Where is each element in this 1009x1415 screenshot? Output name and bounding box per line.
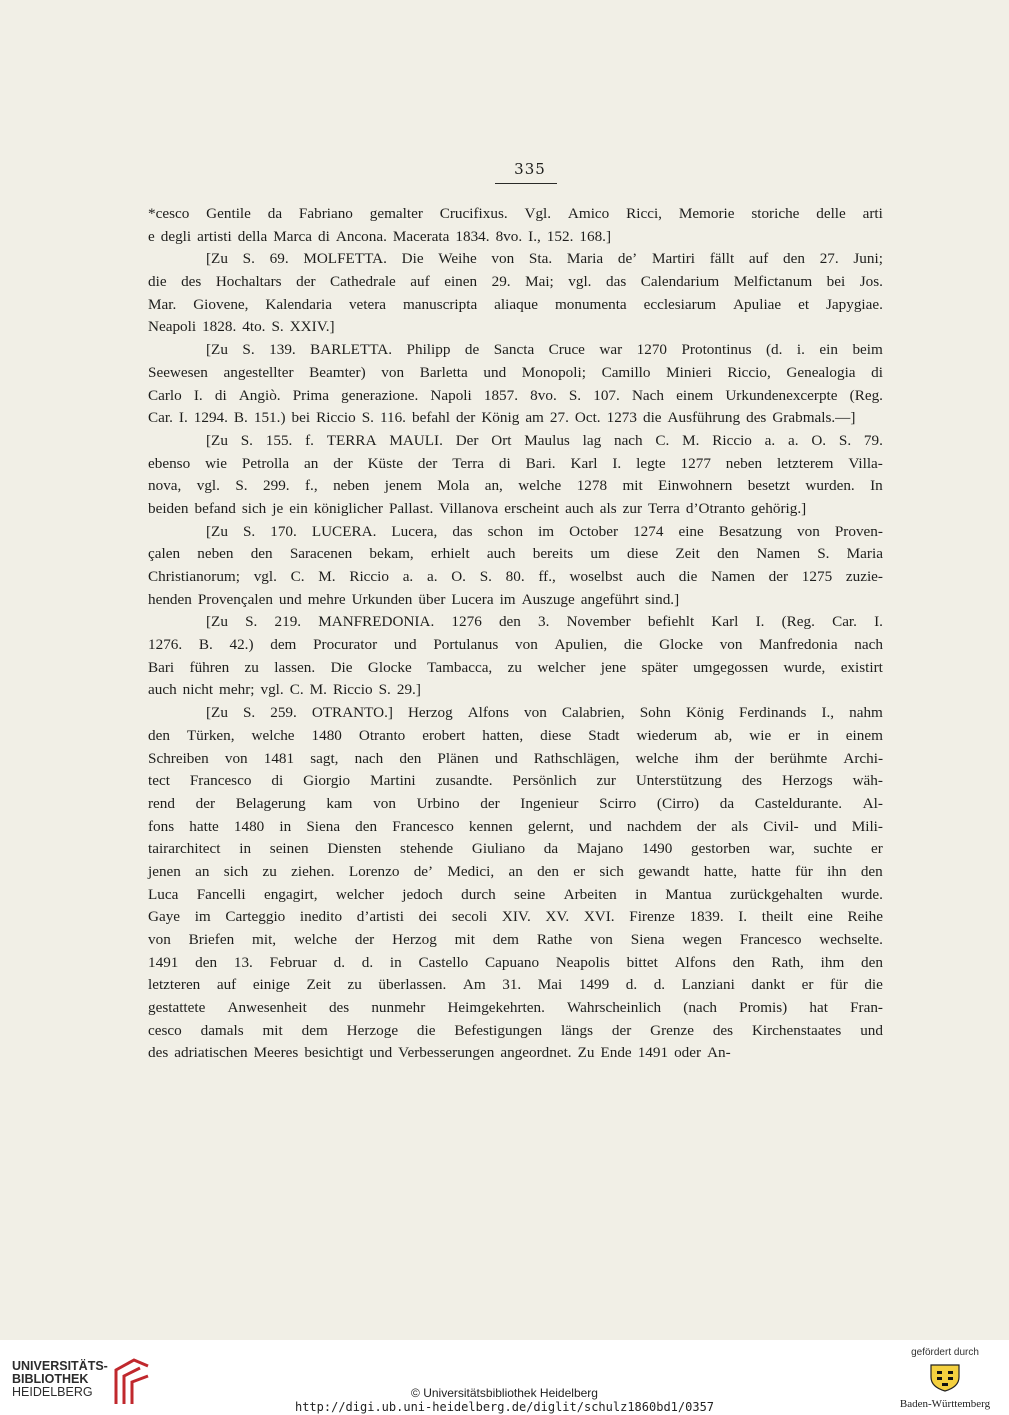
text-line: *cesco Gentile da Fabriano gemalter Crucifixus. Vgl. Amico Ricci, Memorie storiche delle arti <box>148 205 883 222</box>
text-line: Neapoli 1828. 4to. S. XXIV.] <box>148 318 335 336</box>
text-line: [Zu S. 259. OTRANTO.] Herzog Alfons von Calabrien, Sohn König Ferdinands I., nahm <box>206 704 883 722</box>
text-line: Christianorum; vgl. C. M. Riccio a. a. O. S. 80. ff., woselbst auch die Namen der 1275 zuzie- <box>148 568 883 585</box>
text-line: [Zu S. 155. f. TERRA MAULI. Der Ort Maulus lag nach C. M. Riccio a. a. O. S. 79. <box>206 431 883 449</box>
text-line: Gaye im Carteggio inedito d’artisti dei secoli XIV. XV. XVI. Firenze 1839. I. theilt eine Reihe <box>148 908 883 926</box>
text-line: beiden befand sich je ein königlicher Pallast. Villanova erscheint auch als zur Terra d’Otranto gehörig.] <box>148 499 807 517</box>
body-text <box>148 203 883 1065</box>
text-line: von Briefen mit, welche der Herzog mit dem Rathe von Siena wegen Francesco wechselte. <box>148 931 883 948</box>
page-url-link[interactable]: http://digi.ub.uni-heidelberg.de/diglit/schulz1860bd1/0357 <box>294 1400 715 1414</box>
logo-line-1: UNIVERSITÄTS- <box>12 1359 108 1373</box>
text-line: auch nicht mehr; vgl. C. M. Riccio S. 29.] <box>148 681 421 699</box>
text-line: den Türken, welche 1480 Otranto erobert hatten, diese Stadt wiederum ab, wie er in einem <box>148 726 883 744</box>
text-line: 1276. B. 42.) dem Procurator und Portulanus von Apulien, die Glocke von Manfredonia nach <box>148 636 883 654</box>
state-crest-icon <box>928 1362 962 1392</box>
text-line: Schreiben von 1481 sagt, nach den Plänen und Rathschlägen, welche ihm der berühmte Archi- <box>148 749 883 767</box>
text-line: Luca Fancelli engagirt, welcher jedoch durch seine Arbeiten in Mantua zurückgehalten wurde. <box>148 885 883 903</box>
text-line: nova, vgl. S. 299. f., neben jenem Mola an, welche 1278 mit Einwohnern besetzt wurden. In <box>148 477 883 495</box>
text-line: des adriatischen Meeres besichtigt und Verbesserungen angeordnet. Zu Ende 1491 oder An- <box>148 1044 731 1062</box>
text-line: Mar. Giovene, Kalendaria vetera manuscripta aliaque monumenta ecclesiarum Apuliae et Japygiae. <box>148 295 883 313</box>
text-line: [Zu S. 219. MANFREDONIA. 1276 den 3. November befiehlt Karl I. (Reg. Car. I. <box>206 613 883 631</box>
text-line: rend der Belagerung kam von Urbino der Ingenieur Scirro (Cirro) da Casteldurante. Al- <box>148 794 883 812</box>
text-line: tect Francesco di Giorgio Martini zusandte. Persönlich zur Unterstützung des Herzogs wäh- <box>148 772 883 790</box>
text-line: henden Provençalen und mehre Urkunden über Lucera im Auszuge angeführt sind.] <box>148 590 680 608</box>
text-line: Car. I. 1294. B. 151.) bei Riccio S. 116. befahl der König am 27. Oct. 1273 die Ausführung des Grabmals.—] <box>148 409 856 427</box>
sponsor-name: Baden-Württemberg <box>899 1398 991 1410</box>
text-line: [Zu S. 139. BARLETTA. Philipp de Sancta Cruce war 1270 Protontinus (d. i. ein beim <box>206 341 883 359</box>
copyright-notice: © Universitätsbibliothek Heidelberg <box>411 1386 598 1400</box>
text-line: Carlo I. di Angiò. Prima generazione. Napoli 1857. 8vo. S. 107. Nach einem Urkundenexcerpte (Reg. <box>148 386 883 404</box>
text-line: Bari führen zu lassen. Die Glocke Tambacca, zu welcher jene später umgegossen wurde, existirt <box>148 658 883 676</box>
text-line: Seewesen angestellter Beamter) von Barletta und Monopoli; Camillo Minieri Riccio, Genealogia di <box>148 363 883 381</box>
text-line: letzteren auf einige Zeit zu überlassen. Am 31. Mai 1499 d. d. Lanziani dankt er für die <box>148 976 883 994</box>
text-line: jenen an sich zu ziehen. Lorenzo de’ Medici, an den er sich gewandt hatte, hatte für ihn den <box>148 862 883 880</box>
text-line: ebenso wie Petrolla an der Küste der Terra di Bari. Karl I. legte 1277 neben letzterem Villa- <box>148 454 883 472</box>
text-line: 1491 den 13. Februar d. d. in Castello Capuano Neapolis bittet Alfons den Rath, ihm den <box>148 953 883 971</box>
text-line: fons hatte 1480 in Siena den Francesco kennen gelernt, und nachdem der als Civil- und Mili- <box>148 817 883 835</box>
text-line: tairarchitect in seinen Diensten stehende Giuliano da Majano 1490 gestorben war, suchte er <box>148 840 883 858</box>
text-line: e degli artisti della Marca di Ancona. Macerata 1834. 8vo. I., 152. 168.] <box>148 227 612 245</box>
page-number: 335 <box>514 160 546 178</box>
text-line: gestattete Anwesenheit des nunmehr Heimgekehrten. Wahrscheinlich (nach Promis) hat Fran- <box>148 999 883 1017</box>
logo-line-2: BIBLIOTHEK <box>12 1372 89 1386</box>
text-line: [Zu S. 69. MOLFETTA. Die Weihe von Sta. Maria de’ Martiri fällt auf den 27. Juni; <box>206 250 883 268</box>
sponsor-block[interactable] <box>890 1347 1000 1410</box>
text-line: die des Hochaltars der Cathedrale auf einen 29. Mai; vgl. das Calendarium Melfictanum bei Jos. <box>148 273 883 291</box>
text-line: cesco damals mit dem Herzoge die Befestigungen längs der Grenze des Kirchenstaates und <box>148 1021 883 1039</box>
logo-line-3: HEIDELBERG <box>12 1385 93 1399</box>
text-line: [Zu S. 170. LUCERA. Lucera, das schon im October 1274 eine Besatzung von Proven- <box>206 522 883 540</box>
sponsor-label: gefördert durch <box>911 1347 979 1358</box>
page-number-rule <box>495 183 557 184</box>
text-line: çalen neben den Saracenen bekam, erhielt auch bereits um diese Zeit den Namen S. Maria <box>148 545 883 563</box>
